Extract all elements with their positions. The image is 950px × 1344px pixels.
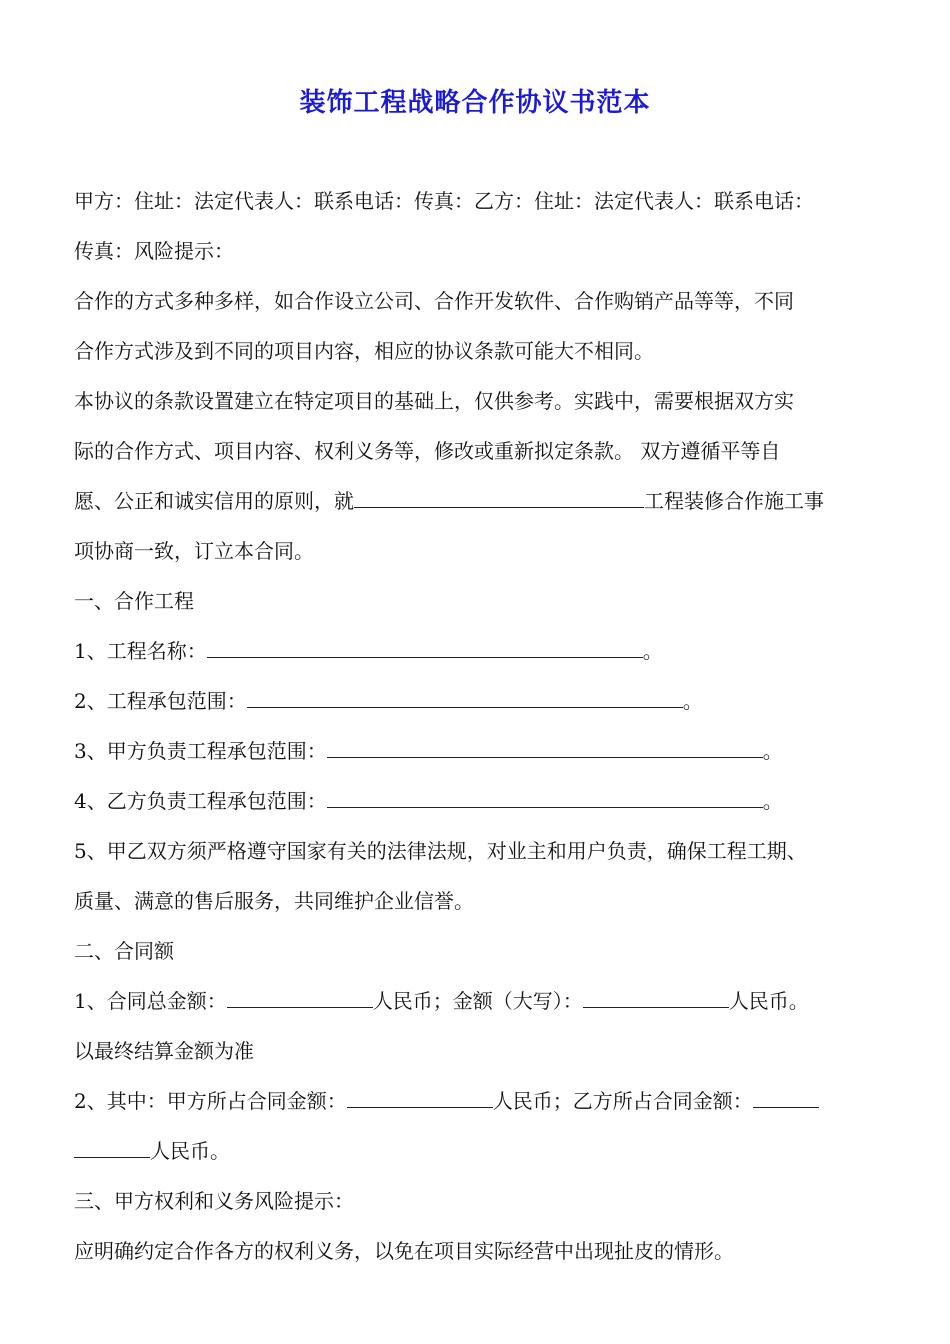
intro-line-4: 项协商一致，订立本合同。: [74, 539, 314, 563]
item-1-2-label: 2、工程承包范围：: [74, 689, 247, 713]
settlement-note: 以最终结算金额为准: [74, 1039, 254, 1063]
item-2-1-label: 1、合同总金额：: [74, 989, 227, 1013]
intro-line-3-suffix: 工程装修合作施工事: [644, 489, 824, 513]
item-2-2-cont: [74, 1126, 894, 1176]
party-b-scope-blank[interactable]: [327, 787, 763, 808]
party-a-amount-blank[interactable]: [347, 1087, 493, 1108]
section-2-heading: 二、合同额: [74, 939, 174, 963]
risk-text-line-1: 合作的方式多种多样，如合作设立公司、合作开发软件、合作购销产品等等，不同: [74, 289, 794, 313]
intro-line-3: [74, 476, 894, 526]
item-1-5-line-2: 质量、满意的售后服务，共同维护企业信誉。: [74, 889, 474, 913]
item-2-1: [74, 976, 894, 1026]
item-1-2: [74, 676, 894, 726]
item-1-1-end: 。: [642, 639, 663, 663]
section-3-heading: 三、甲方权利和义务风险提示：: [74, 1189, 354, 1213]
item-2-2: [74, 1076, 894, 1126]
item-2-2-end: 人民币。: [150, 1139, 230, 1163]
project-name-blank[interactable]: [354, 487, 644, 508]
party-a-scope-blank[interactable]: [327, 737, 763, 758]
party-b-amount-blank[interactable]: [753, 1087, 819, 1108]
scope-blank[interactable]: [247, 687, 683, 708]
item-1-2-end: 。: [682, 689, 703, 713]
item-2-1-mid: 人民币；金额（大写）：: [372, 989, 583, 1013]
project-title-blank[interactable]: [207, 637, 643, 658]
section-1-heading: 一、合作工程: [74, 589, 194, 613]
item-2-1-end: 人民币。: [728, 989, 809, 1013]
amount-uppercase-blank[interactable]: [583, 987, 729, 1008]
party-b-amount-blank-cont[interactable]: [74, 1137, 150, 1158]
item-1-1: [74, 626, 894, 676]
item-1-3-end: 。: [762, 739, 783, 763]
party-info-line-1: 甲方：住址：法定代表人：联系电话：传真：乙方：住址：法定代表人：联系电话：: [74, 189, 814, 213]
item-1-3: [74, 726, 894, 776]
item-2-2-mid: 人民币；乙方所占合同金额：: [492, 1089, 753, 1113]
item-1-1-label: 1、工程名称：: [74, 639, 207, 663]
item-1-4-label: 4、乙方负责工程承包范围：: [74, 789, 327, 813]
item-1-3-label: 3、甲方负责工程承包范围：: [74, 739, 327, 763]
item-1-4-end: 。: [762, 789, 783, 813]
total-amount-blank[interactable]: [227, 987, 373, 1008]
document-title: 装饰工程战略合作协议书范本: [299, 88, 651, 118]
section-3-text: 应明确约定合作各方的权利义务，以免在项目实际经营中出现扯皮的情形。: [74, 1239, 734, 1263]
party-info-line-2: 传真：风险提示：: [74, 239, 234, 263]
item-1-5-line-1: 5、甲乙双方须严格遵守国家有关的法律法规，对业主和用户负责，确保工程工期、: [74, 839, 807, 863]
intro-line-2: 际的合作方式、项目内容、权利义务等，修改或重新拟定条款。 双方遵循平等自: [74, 439, 781, 463]
intro-line-1: 本协议的条款设置建立在特定项目的基础上，仅供参考。实践中，需要根据双方实: [74, 389, 794, 413]
item-1-4: [74, 776, 894, 826]
item-2-2-label: 2、其中：甲方所占合同金额：: [74, 1089, 347, 1113]
intro-line-3-prefix: 愿、公正和诚实信用的原则，就: [74, 489, 354, 513]
risk-text-line-2: 合作方式涉及到不同的项目内容，相应的协议条款可能大不相同。: [74, 339, 654, 363]
document-body: [74, 176, 894, 1276]
